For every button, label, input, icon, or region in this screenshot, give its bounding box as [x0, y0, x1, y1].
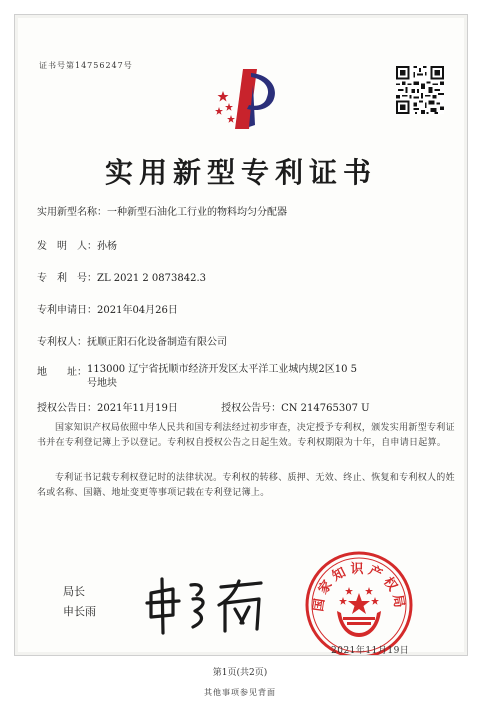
grant-date-value: 2021年11月19日 [97, 403, 178, 414]
filing-date-row [37, 301, 178, 316]
director-title: 局长 [63, 585, 85, 598]
qr-code-icon [396, 66, 444, 114]
model-name-label: 实用新型名称： [37, 207, 107, 218]
address-label: 地 址： [37, 367, 87, 378]
director-name: 申长雨 [63, 605, 96, 618]
grant-number-label: 授权公告号： [221, 403, 282, 414]
filing-date-value: 2021年04月26日 [97, 305, 178, 316]
address-row [37, 363, 357, 391]
filing-date-label: 专利申请日： [37, 305, 97, 316]
inventor-row [37, 237, 117, 252]
patent-number-row [37, 269, 206, 284]
certificate-number: 证书号第14756247号 [39, 61, 133, 70]
official-seal-icon [303, 549, 415, 656]
patentee-label: 专利权人： [37, 337, 87, 348]
cnipa-logo-icon [209, 65, 285, 135]
director-signature [143, 575, 273, 637]
legal-status-paragraph: 专利证书记载专利权登记时的法律状况。专利权的转移、质押、无效、终止、恢复和专利权人的姓名或名称、国籍、地址变更等事项记载在专利登记簿上。 [37, 473, 455, 498]
seal-date: 2021年11月19日 [331, 646, 410, 656]
patent-certificate [14, 14, 468, 656]
address-value: 113000 辽宁省抚顺市经济开发区太平洋工业城内规2区10 5号地块 [87, 364, 357, 389]
grant-date-label: 授权公告日： [37, 403, 97, 414]
inventor-label: 发 明 人： [37, 241, 97, 252]
model-name-value: 一种新型石油化工行业的物料均匀分配器 [107, 207, 287, 218]
grant-number-value: CN 214765307 U [281, 403, 370, 414]
inventor-value: 孙杨 [97, 241, 117, 252]
patentee-value: 抚顺正阳石化设备制造有限公司 [87, 337, 227, 348]
patentee-row [37, 333, 227, 348]
certificate-title: 实用新型专利证书 [104, 156, 377, 189]
grant-statement-paragraph: 国家知识产权局依照中华人民共和国专利法经过初步审查，决定授予专利权，颁发实用新型专利证书并在专利登记簿上予以登记。专利权自授权公告之日起生效。专利权期限为十年，自申请日起算。 [37, 423, 455, 448]
patent-number-value: ZL 2021 2 0873842.3 [97, 273, 207, 284]
grant-row [37, 399, 370, 414]
page-number: 第1页(共2页) [212, 668, 268, 678]
patent-number-label: 专 利 号： [37, 273, 97, 284]
seal-text: 国家知识产权局 [311, 562, 407, 613]
footer-note: 其他事项参见背面 [204, 688, 276, 697]
model-name-row [37, 203, 287, 218]
